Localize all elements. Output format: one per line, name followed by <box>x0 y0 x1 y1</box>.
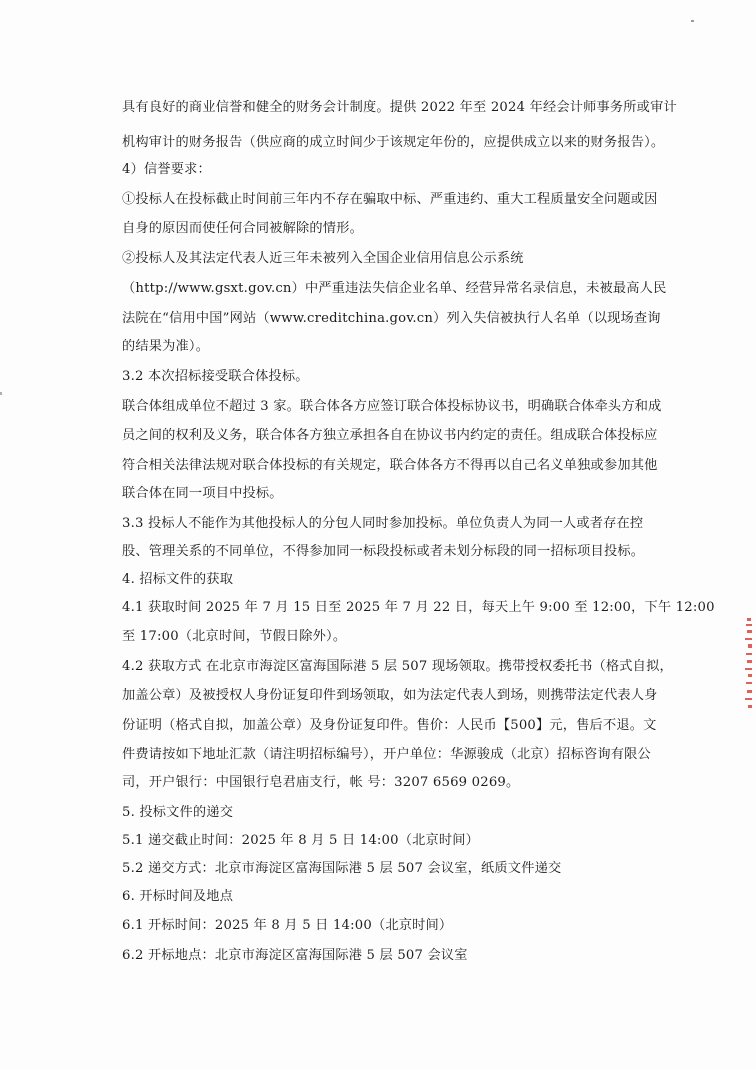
body-line: 法院在“信用中国”网站（www.creditchina.gov.cn）列入失信被执行人名单（以现场查询 <box>122 311 661 326</box>
seal-stamp-edge <box>742 610 756 730</box>
section-heading: 4. 招标文件的获取 <box>122 572 234 587</box>
body-line: 股、管理关系的不同单位，不得参加同一标段投标或者未划分标段的同一招标项目投标。 <box>122 544 645 559</box>
body-line: 份证明（格式自拟，加盖公章）及身份证复印件。售价：人民币【500】元，售后不退。文 <box>122 718 657 733</box>
section-heading: 6. 开标时间及地点 <box>122 889 234 904</box>
section-heading: 3.2 本次招标接受联合体投标。 <box>122 369 309 384</box>
body-line: 自身的原因而使任何合同被解除的情形。 <box>122 221 363 236</box>
body-line: 加盖公章）及被授权人身份证复印件到场领取，如为法定代表人到场，则携带法定代表人身 <box>122 688 658 703</box>
body-line: 3.3 投标人不能作为其他投标人的分包人同时参加投标。单位负责人为同一人或者存在控 <box>122 516 644 531</box>
body-line: 4.1 获取时间 2025 年 7 月 15 日至 2025 年 7 月 22 日，每天上午 9:00 至 12:00，下午 12:00 <box>122 600 715 615</box>
body-line: ①投标人在投标截止时间前三年内不存在骗取中标、严重违约、重大工程质量安全问题或因 <box>122 192 658 207</box>
body-line: 5.1 递交截止时间：2025 年 8 月 5 日 14:00（北京时间） <box>122 833 480 848</box>
body-line: 6.2 开标地点：北京市海淀区富海国际港 5 层 507 会议室 <box>122 948 468 963</box>
body-line: 的结果为准）。 <box>122 339 210 354</box>
body-line: 具有良好的商业信誉和健全的财务会计制度。提供 2022 年至 2024 年经会计师事务所或审计 <box>122 100 677 115</box>
body-line: 司，开户银行：中国银行皂君庙支行，帐 号：3207 6569 0269。 <box>122 775 520 790</box>
body-line: （http://www.gsxt.gov.cn）中严重违法失信企业名单、经营异常名录信息，未被最高人民 <box>122 281 667 296</box>
section-heading: 5. 投标文件的递交 <box>122 805 234 820</box>
section-heading: 4）信誉要求： <box>122 162 211 177</box>
corner-mark <box>691 20 694 22</box>
body-line: 符合相关法律法规对联合体投标的有关规定，联合体各方不得再以自己名义单独或参加其他 <box>122 458 658 473</box>
body-line: 6.1 开标时间：2025 年 8 月 5 日 14:00（北京时间） <box>122 918 453 933</box>
scan-mark <box>0 392 2 395</box>
body-line: 4.2 获取方式 在北京市海淀区富海国际港 5 层 507 现场领取。携带授权委托书（格式自拟， <box>122 659 673 674</box>
body-line: 至 17:00（北京时间，节假日除外）。 <box>122 629 347 644</box>
body-line: 5.2 递交方式：北京市海淀区富海国际港 5 层 507 会议室，纸质文件递交 <box>122 861 562 876</box>
body-line: 件费请按如下地址汇款（请注明招标编号），开户单位：华源骏成（北京）招标咨询有限公 <box>122 747 651 762</box>
body-line: 机构审计的财务报告（供应商的成立时间少于该规定年份的，应提供成立以来的财务报告）。 <box>122 135 665 150</box>
body-line: 联合体组成单位不超过 3 家。联合体各方应签订联合体投标协议书，明确联合体牵头方和成 <box>122 399 662 414</box>
body-line: 员之间的权利及义务，联合体各方独立承担各自在协议书内约定的责任。组成联合体投标应 <box>122 428 658 443</box>
body-line: 联合体在同一项目中投标。 <box>122 486 283 501</box>
body-line: ②投标人及其法定代表人近三年未被列入全国企业信用信息公示系统 <box>122 251 524 266</box>
